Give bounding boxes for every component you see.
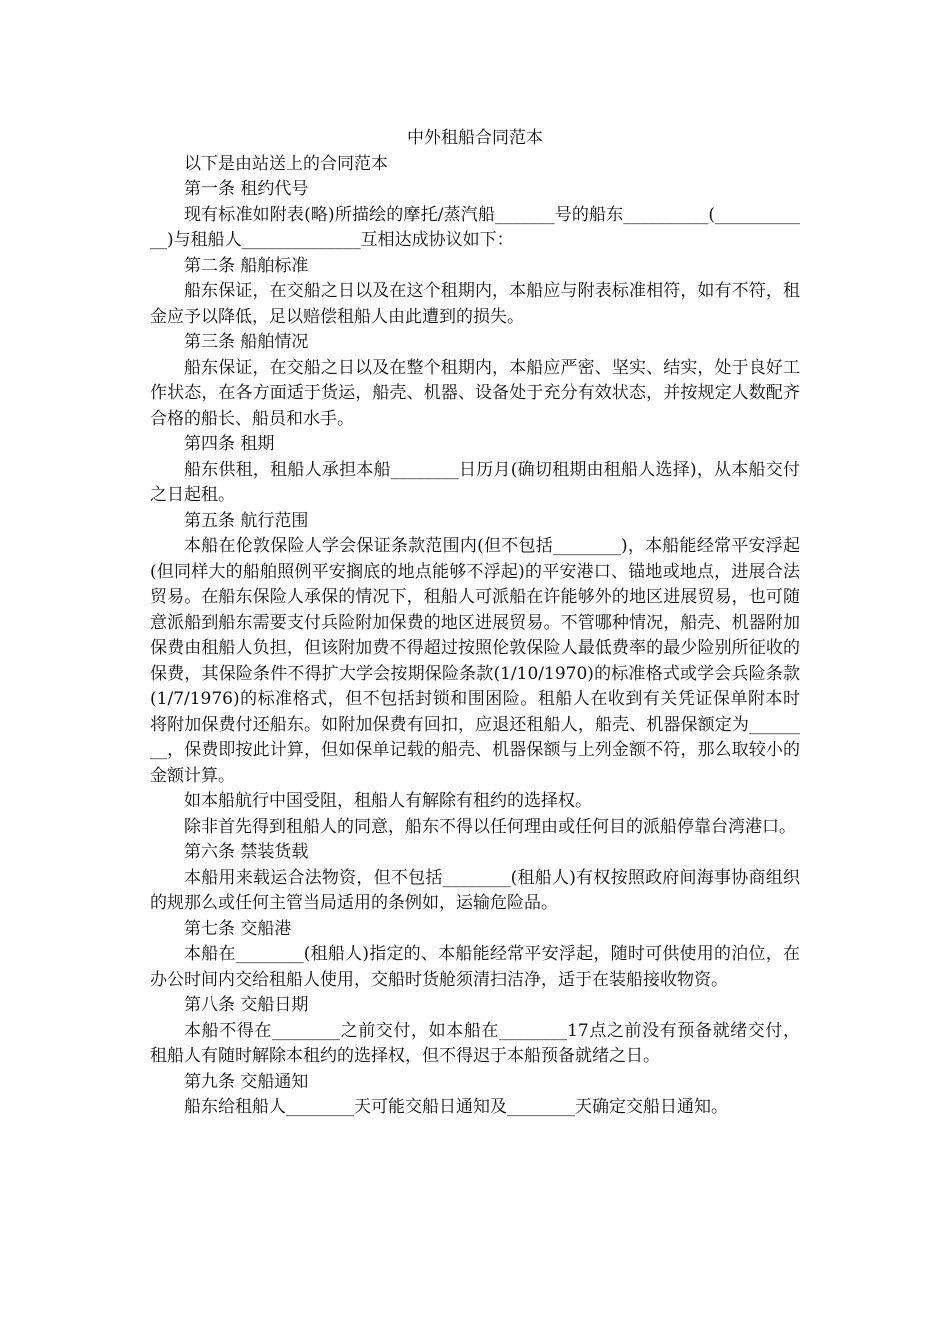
article-2-heading: 第二条 船舶标准 [184,255,309,276]
article-1-heading: 第一条 租约代号 [184,179,309,199]
article-6-body: 本船用来载运合法物资，但不包括________(租船人)有权按照政府间海事协商组织的规那么或任何主管当局适用的条例如，运输危险品。 [150,867,800,913]
article-2-body: 船东保证，在交船之日以及在这个租期内，本船应与附表标准相符，如有不符，租金应予以降低，足以赔偿租船人由此遭到的损失。 [150,281,800,327]
article-3-body: 船东保证，在交船之日以及在整个租期内，本船应严密、坚实、结实，处于良好工作状态，在各方面适于货运，船壳、机器、设备处于充分有效状态，并按规定人数配齐合格的船长、船员和水手。 [150,357,800,429]
article-1-body: 现有标准如附表(略)所描绘的摩托/蒸汽船_______号的船东__________(____________)与租船人______________互相达成协议如下： [150,204,800,250]
article-6-heading: 第六条 禁装货载 [184,842,309,862]
article-8-heading: 第八条 交船日期 [184,995,309,1015]
article-5-body: 本船在伦敦保险人学会保证条款范围内(但不包括________)，本船能经常平安浮起(但同样大的船舶照例平安搁底的地点能够不浮起)的平安港口、锚地或地点，进展合法贸易。在船东保险人承保的情况下，租船人可派船在许能够外的地区进展贸易，也可随意派船到船东需要支付兵险附加保费的地区进展贸易。不管哪种情况，船壳、机器附加保费由租船人负担，但该附加费不得超过按照伦敦保险人最低费率的最少险别所征收的保费，其保险条件不得扩大学会按期保险条款(1/10/1970)的标准格式或学会兵险条款(1/7/1976)的标准格式，但不包括封锁和围困险。租船人在收到有关凭证保单附本时将附加保费付还船东。如附加保费有回扣，应退还租船人，船壳、机器保额定为________，保费即按此计算，但如保单记载的船壳、机器保额与上列金额不符，那么取较小的金额计算。 [150,536,800,786]
article-7-heading: 第七条 交船港 [184,918,292,939]
contract-document [150,126,800,1121]
article-3-heading: 第三条 船舶情况 [184,332,309,352]
document-title: 中外租船合同范本 [407,128,543,148]
article-4-heading: 第四条 租期 [184,434,275,454]
article-4-body: 船东供租，租船人承担本船________日历月(确切租期由租船人选择)，从本船交付之日起租。 [150,459,800,505]
article-7-body: 本船在________(租船人)指定的、本船能经常平安浮起，随时可供使用的泊位，在办公时间内交给租船人使用，交船时货舱须清扫洁净，适于在装船接收物资。 [150,944,800,990]
intro-line: 以下是由站送上的合同范本 [184,153,388,174]
article-5-heading: 第五条 航行范围 [184,510,309,531]
article-8-body: 本船不得在________之前交付，如本船在________17点之前没有预备就绪交付，租船人有随时解除本租约的选择权，但不得迟于本船预备就绪之日。 [150,1020,800,1066]
article-9-body: 船东给租船人________天可能交船日通知及________天确定交船日通知。 [184,1097,728,1117]
article-5-body-china: 如本船航行中国受阻，租船人有解除有租约的选择权。 [184,791,592,811]
article-9-heading: 第九条 交船通知 [184,1071,309,1092]
article-5-body-taiwan: 除非首先得到租船人的同意，船东不得以任何理由或任何目的派船停靠台湾港口。 [184,816,796,837]
